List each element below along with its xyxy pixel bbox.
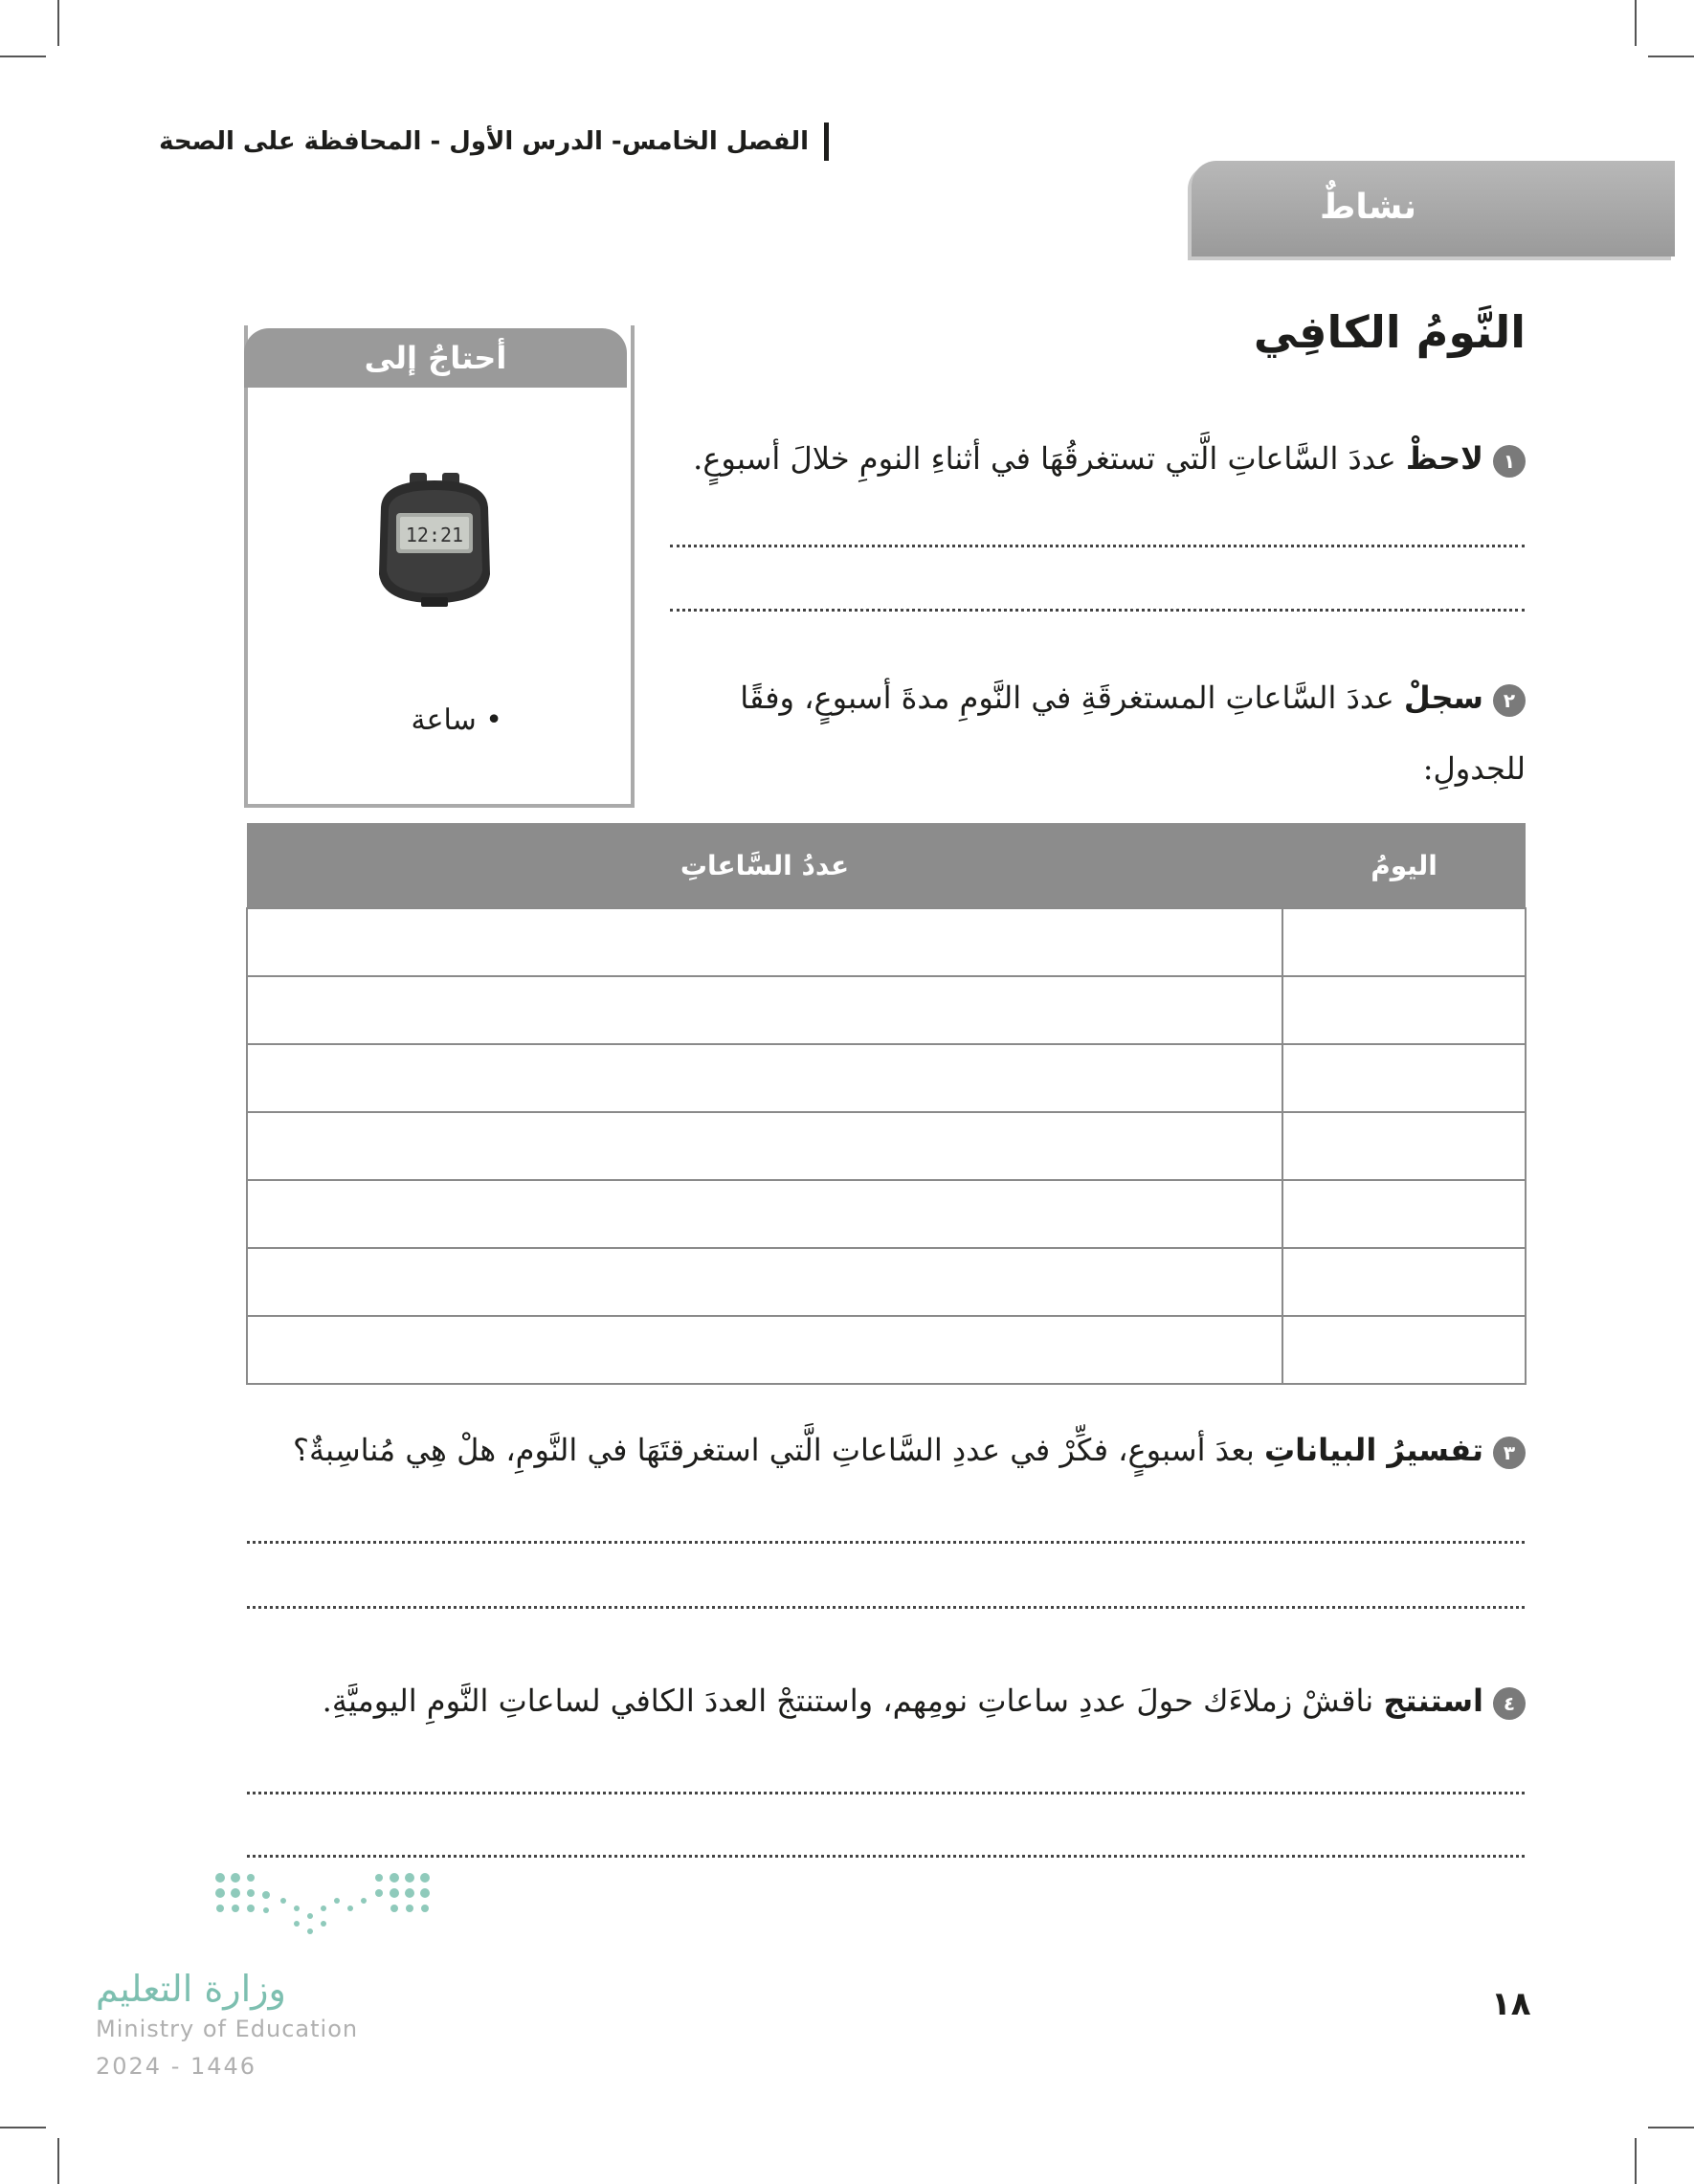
hours-cell[interactable] xyxy=(247,1316,1282,1384)
question-text: ناقشْ زملاءَك حولَ عددِ ساعاتِ نومِهم، واستنتجْ العددَ الكافي لساعاتِ النَّومِ اليوميَّةِ. xyxy=(322,1683,1384,1719)
table-row xyxy=(247,1044,1526,1112)
question-verb: تفسيرُ البياناتِ xyxy=(1263,1432,1483,1468)
activity-label: نشاطٌ xyxy=(1319,188,1416,227)
question-number: ٤ xyxy=(1493,1687,1526,1720)
crop-mark xyxy=(1635,0,1637,46)
answer-line[interactable] xyxy=(247,1541,1525,1544)
page-title: النَّومُ الكافِي xyxy=(1253,306,1526,358)
table-row xyxy=(247,976,1526,1044)
day-cell[interactable] xyxy=(1282,1180,1526,1248)
day-cell[interactable] xyxy=(1282,1112,1526,1180)
hours-cell[interactable] xyxy=(247,1044,1282,1112)
answer-line[interactable] xyxy=(670,609,1525,612)
ministry-logo-dots-icon xyxy=(211,1870,450,1947)
crop-mark xyxy=(1635,2138,1637,2184)
page-number: ١٨ xyxy=(1491,1985,1531,2023)
question-2 xyxy=(669,662,1526,804)
table-row xyxy=(247,1248,1526,1316)
question-verb: سجلْ xyxy=(1403,680,1483,716)
question-text: عددَ السَّاعاتِ الَّتي تستغرقُهَا في أثناءِ النومِ خلالَ أسبوعٍ. xyxy=(693,440,1406,477)
hours-cell[interactable] xyxy=(247,976,1282,1044)
sleep-hours-table xyxy=(246,823,1527,1385)
ministry-name-english: Ministry of Education xyxy=(96,2016,359,2042)
ministry-year: 2024 - 1446 xyxy=(96,2053,257,2080)
hours-cell[interactable] xyxy=(247,1112,1282,1180)
day-cell[interactable] xyxy=(1282,908,1526,976)
table-row xyxy=(247,1180,1526,1248)
crop-mark xyxy=(0,56,46,57)
ministry-name-arabic: وزارة التعليم xyxy=(96,1968,286,2010)
svg-text:12:21: 12:21 xyxy=(405,524,464,546)
table-row xyxy=(247,1316,1526,1384)
day-cell[interactable] xyxy=(1282,1316,1526,1384)
table-row xyxy=(247,908,1526,976)
chapter-title: الفصل الخامس- الدرس الأول - المحافظة على الصحة xyxy=(120,123,829,161)
question-text: عددَ السَّاعاتِ المستغرقَةِ في النَّومِ مدةَ أسبوعٍ، وفقًا للجدولِ: xyxy=(740,680,1526,787)
question-verb: لاحظْ xyxy=(1405,440,1483,477)
table-row xyxy=(247,1112,1526,1180)
day-cell[interactable] xyxy=(1282,1044,1526,1112)
activity-tab xyxy=(1192,161,1675,256)
crop-mark xyxy=(57,0,59,46)
crop-mark xyxy=(57,2138,59,2184)
stopwatch-icon xyxy=(371,469,498,611)
question-verb: استنتج xyxy=(1383,1683,1483,1719)
question-number: ٣ xyxy=(1493,1437,1526,1469)
hours-cell[interactable] xyxy=(247,1180,1282,1248)
day-cell[interactable] xyxy=(1282,1248,1526,1316)
needs-title: أحتاجُ إلى xyxy=(244,328,627,388)
day-column-header: اليومُ xyxy=(1282,823,1526,908)
answer-line[interactable] xyxy=(247,1855,1525,1858)
day-cell[interactable] xyxy=(1282,976,1526,1044)
answer-line[interactable] xyxy=(670,545,1525,547)
question-3 xyxy=(186,1418,1526,1482)
question-number: ١ xyxy=(1493,445,1526,478)
question-4 xyxy=(186,1669,1526,1732)
crop-mark xyxy=(1648,56,1694,57)
crop-mark xyxy=(1648,2127,1694,2128)
question-number: ٢ xyxy=(1493,684,1526,717)
answer-line[interactable] xyxy=(247,1792,1525,1794)
question-text: بعدَ أسبوعٍ، فكِّرْ في عددِ السَّاعاتِ الَّتي استغرقتَهَا في النَّومِ، هلْ هِي مُناسِبةٌ؟ xyxy=(293,1432,1264,1468)
hours-cell[interactable] xyxy=(247,908,1282,976)
crop-mark xyxy=(0,2127,46,2128)
hours-column-header: عددُ السَّاعاتِ xyxy=(247,823,1282,908)
hours-cell[interactable] xyxy=(247,1248,1282,1316)
answer-line[interactable] xyxy=(247,1606,1525,1609)
question-1 xyxy=(645,427,1526,490)
needs-item: • ساعة xyxy=(411,703,502,737)
